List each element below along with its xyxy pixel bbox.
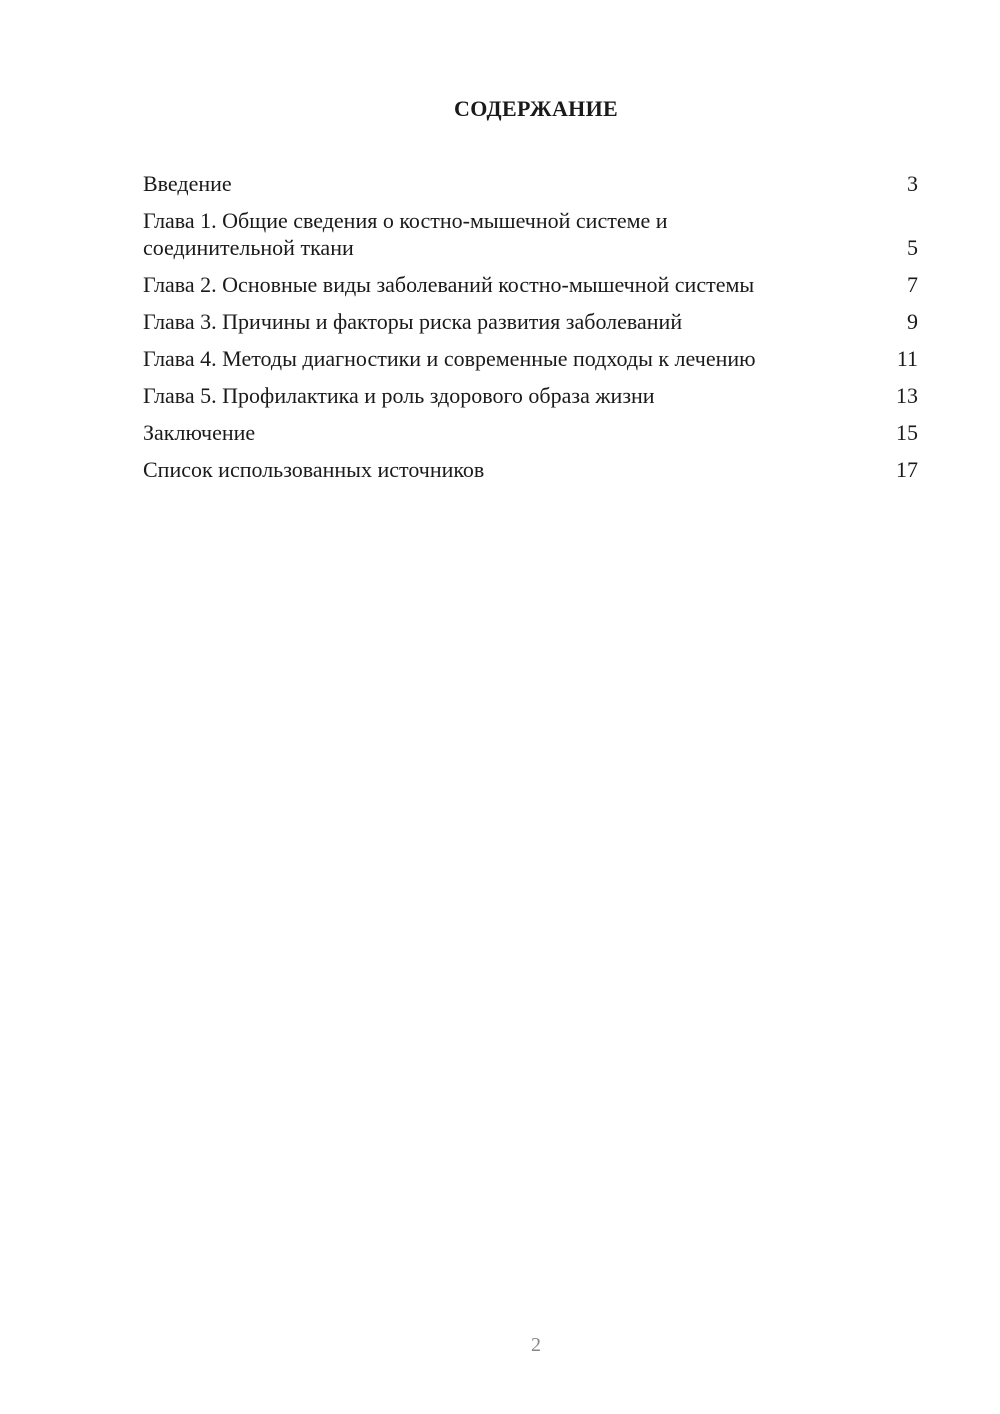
toc-entry-label: Глава 2. Основные виды заболеваний костно-мышечной системы [143,272,755,297]
toc-entry-page: 11 [896,346,918,371]
toc-entry-introduction[interactable] [143,170,918,197]
toc-entry-chapter-1[interactable] [143,207,918,261]
toc-entry-references[interactable] [143,456,918,483]
toc-entry-chapter-5[interactable] [143,382,918,409]
toc-entry-page: 15 [896,420,918,445]
toc-entry-label: Глава 4. Методы диагностики и современные подходы к лечению [143,346,756,371]
toc-entry-page: 7 [907,272,918,297]
toc-entry-page: 13 [896,383,918,408]
toc-entry-chapter-3[interactable] [143,308,918,335]
toc-entry-page: 5 [907,235,918,260]
toc-entry-label: Заключение [143,420,256,445]
toc-entry-page: 17 [896,457,918,482]
table-of-contents [143,170,918,493]
toc-entry-label: Введение [143,171,232,196]
toc-entry-conclusion[interactable] [143,419,918,446]
page-number: 2 [531,1334,541,1356]
toc-entry-page: 9 [907,309,918,334]
toc-entry-chapter-4[interactable] [143,345,918,372]
toc-entry-chapter-2[interactable] [143,271,918,298]
toc-entry-page: 3 [907,171,918,196]
toc-entry-label: Глава 5. Профилактика и роль здорового образа жизни [143,383,655,408]
toc-entry-label: Список использованных источников [143,457,485,482]
toc-title: СОДЕРЖАНИЕ [454,96,618,121]
toc-entry-label: Глава 1. Общие сведения о костно-мышечной системе и соединительной ткани [143,208,668,260]
toc-entry-label: Глава 3. Причины и факторы риска развития заболеваний [143,309,683,334]
